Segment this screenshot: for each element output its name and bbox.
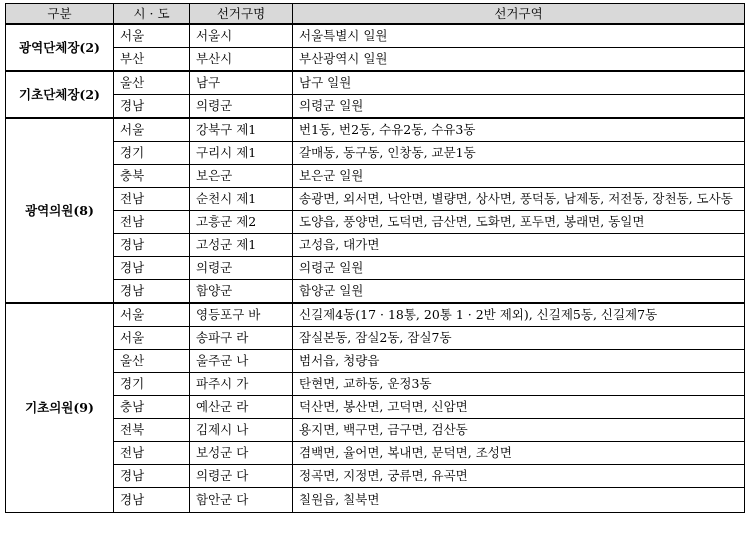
district-area-cell: 탄현면, 교하동, 운정3동 — [293, 373, 745, 396]
category-cell: 광역의원(8) — [6, 118, 114, 303]
district-name-cell: 함양군 — [190, 280, 293, 304]
table-row — [6, 188, 745, 211]
table-row — [6, 419, 745, 442]
province-cell: 경남 — [114, 234, 190, 257]
province-cell: 서울 — [114, 303, 190, 327]
district-name-cell: 영등포구 바 — [190, 303, 293, 327]
district-name-cell: 의령군 다 — [190, 465, 293, 488]
district-name-cell: 보은군 — [190, 165, 293, 188]
province-cell: 경남 — [114, 488, 190, 513]
district-area-cell: 잠실본동, 잠실2동, 잠실7동 — [293, 327, 745, 350]
district-name-cell: 순천시 제1 — [190, 188, 293, 211]
table-row — [6, 95, 745, 119]
table-row — [6, 165, 745, 188]
table-row — [6, 396, 745, 419]
province-cell: 울산 — [114, 71, 190, 95]
province-cell: 경남 — [114, 465, 190, 488]
header-district-name: 선거구명 — [190, 4, 293, 25]
district-name-cell: 울주군 나 — [190, 350, 293, 373]
district-name-cell: 서울시 — [190, 24, 293, 48]
district-area-cell: 의령군 일원 — [293, 95, 745, 119]
province-cell: 전남 — [114, 211, 190, 234]
district-area-cell: 신길제4동(17 · 18통, 20통 1 · 2반 제외), 신길제5동, 신길제7동 — [293, 303, 745, 327]
table-row — [6, 327, 745, 350]
province-cell: 서울 — [114, 327, 190, 350]
province-cell: 충남 — [114, 396, 190, 419]
district-area-cell: 남구 일원 — [293, 71, 745, 95]
table-row — [6, 118, 745, 142]
category-cell: 광역단체장(2) — [6, 24, 114, 71]
province-cell: 서울 — [114, 118, 190, 142]
district-name-cell: 함안군 다 — [190, 488, 293, 513]
table-row — [6, 24, 745, 48]
province-cell: 울산 — [114, 350, 190, 373]
district-area-cell: 덕산면, 봉산면, 고덕면, 신암면 — [293, 396, 745, 419]
table-group — [6, 118, 745, 303]
election-district-table — [5, 3, 745, 513]
table-row — [6, 488, 745, 513]
district-name-cell: 부산시 — [190, 48, 293, 72]
table-row — [6, 303, 745, 327]
table-row — [6, 280, 745, 304]
header-province: 시 · 도 — [114, 4, 190, 25]
province-cell: 서울 — [114, 24, 190, 48]
district-name-cell: 의령군 — [190, 257, 293, 280]
header-district-area: 선거구역 — [293, 4, 745, 25]
table-row — [6, 465, 745, 488]
district-name-cell: 의령군 — [190, 95, 293, 119]
district-area-cell: 송광면, 외서면, 낙안면, 별량면, 상사면, 풍덕동, 남제동, 저전동, 장천동, 도사동 — [293, 188, 745, 211]
district-name-cell: 강북구 제1 — [190, 118, 293, 142]
table-row — [6, 234, 745, 257]
province-cell: 전남 — [114, 188, 190, 211]
district-area-cell: 고성읍, 대가면 — [293, 234, 745, 257]
district-area-cell: 정곡면, 지정면, 궁류면, 유곡면 — [293, 465, 745, 488]
district-area-cell: 갈매동, 동구동, 인창동, 교문1동 — [293, 142, 745, 165]
province-cell: 전북 — [114, 419, 190, 442]
category-cell: 기초단체장(2) — [6, 71, 114, 118]
district-name-cell: 파주시 가 — [190, 373, 293, 396]
header-row — [6, 4, 745, 25]
table-row — [6, 350, 745, 373]
table-header — [6, 4, 745, 25]
province-cell: 경남 — [114, 257, 190, 280]
table-row — [6, 373, 745, 396]
district-area-cell: 겸백면, 율어면, 복내면, 문덕면, 조성면 — [293, 442, 745, 465]
province-cell: 경기 — [114, 373, 190, 396]
table-row — [6, 71, 745, 95]
district-area-cell: 부산광역시 일원 — [293, 48, 745, 72]
district-area-cell: 함양군 일원 — [293, 280, 745, 304]
district-area-cell: 칠원읍, 칠북면 — [293, 488, 745, 513]
district-area-cell: 용지면, 백구면, 금구면, 검산동 — [293, 419, 745, 442]
district-name-cell: 구리시 제1 — [190, 142, 293, 165]
district-name-cell: 김제시 나 — [190, 419, 293, 442]
table-group — [6, 303, 745, 513]
district-name-cell: 송파구 라 — [190, 327, 293, 350]
table-row — [6, 48, 745, 72]
district-name-cell: 예산군 라 — [190, 396, 293, 419]
district-name-cell: 고성군 제1 — [190, 234, 293, 257]
district-area-cell: 도양읍, 풍양면, 도덕면, 금산면, 도화면, 포두면, 봉래면, 동일면 — [293, 211, 745, 234]
district-area-cell: 서울특별시 일원 — [293, 24, 745, 48]
province-cell: 충북 — [114, 165, 190, 188]
table-row — [6, 142, 745, 165]
district-area-cell: 의령군 일원 — [293, 257, 745, 280]
province-cell: 경남 — [114, 95, 190, 119]
category-cell: 기초의원(9) — [6, 303, 114, 513]
table-group — [6, 71, 745, 118]
province-cell: 경남 — [114, 280, 190, 304]
province-cell: 부산 — [114, 48, 190, 72]
district-name-cell: 고흥군 제2 — [190, 211, 293, 234]
district-name-cell: 보성군 다 — [190, 442, 293, 465]
table-group — [6, 24, 745, 71]
district-area-cell: 번1동, 번2동, 수유2동, 수유3동 — [293, 118, 745, 142]
province-cell: 전남 — [114, 442, 190, 465]
district-area-cell: 보은군 일원 — [293, 165, 745, 188]
table-row — [6, 442, 745, 465]
header-category: 구분 — [6, 4, 114, 25]
district-area-cell: 범서읍, 청량읍 — [293, 350, 745, 373]
district-name-cell: 남구 — [190, 71, 293, 95]
table-row — [6, 211, 745, 234]
table-row — [6, 257, 745, 280]
province-cell: 경기 — [114, 142, 190, 165]
